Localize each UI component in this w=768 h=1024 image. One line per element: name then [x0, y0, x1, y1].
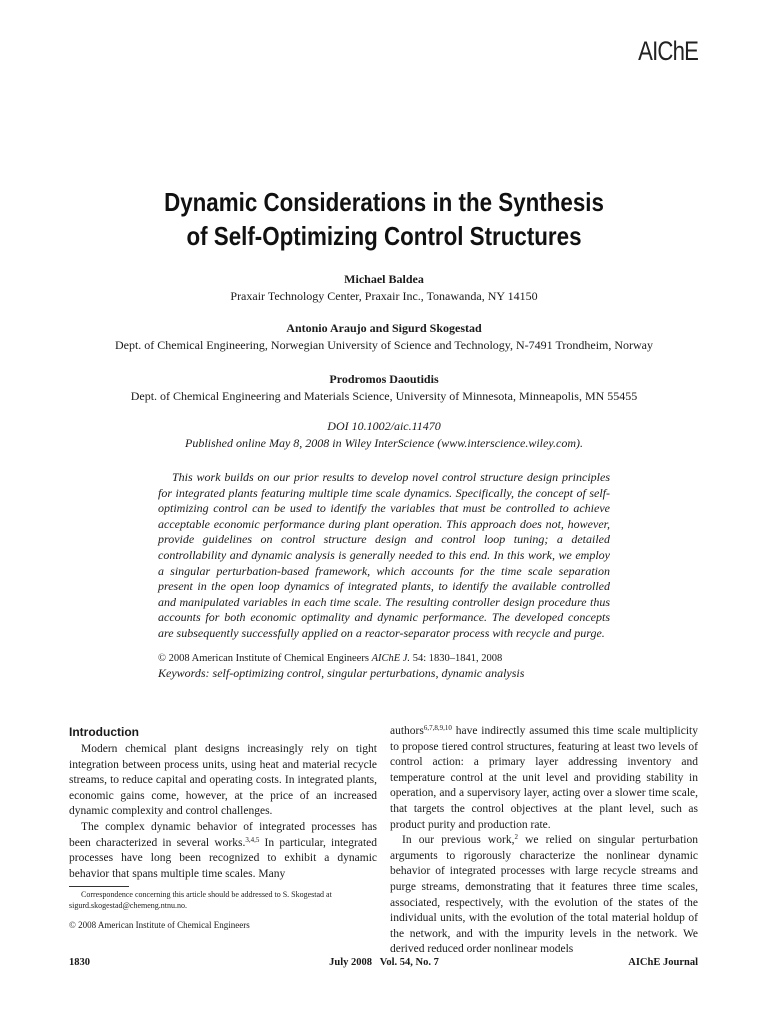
abstract-copyright	[158, 651, 610, 666]
citation: 3,4,5	[245, 835, 260, 844]
publication-info	[0, 418, 768, 452]
right-column	[390, 724, 698, 958]
abstract: This work builds on our prior results to develop novel control structure design principles for integrated plants featuring multiple time scale dynamics. Specifically, the concept of self-optimizing control can be used to identify the variables that must be controlled to achieve acceptable economic performance during plant operation. This approach does not, however, provide guidelines on control structure design and control loop tuning; a detailed controllability and dynamic analysis is generally needed to this end. In this work, we employ a singular perturbation-based framework, which accounts for the time scale separation present in the open loop dynamics of integrated plants, to identify the available controlled and manipulated variables in each time scale. The resulting controller design procedure thus accounts for both economic optimality and dynamic performance. The developed concepts are subsequently successfully applied on a reactor-separator process with recycle and purge.	[158, 470, 610, 640]
footnote-text: Correspondence concerning this article should be addressed to S. Skogestad at sigurd.skogestad@chemeng.ntnu.no.	[69, 890, 332, 910]
page-number: 1830	[69, 957, 90, 968]
journal-name: AIChE Journal	[628, 957, 698, 968]
author-block-1	[0, 271, 768, 305]
section-heading: Introduction	[69, 725, 139, 739]
paragraph	[390, 833, 698, 958]
author-block-2	[0, 320, 768, 354]
copyright-suffix: 54: 1830–1841, 2008	[410, 653, 503, 664]
column-copyright: © 2008 American Institute of Chemical Engineers	[69, 920, 250, 930]
paragraph-text: authors	[390, 725, 424, 737]
paragraph	[390, 724, 698, 833]
author-name: Prodromos Daoutidis	[329, 372, 439, 386]
journal-ref: AIChE J.	[371, 653, 411, 664]
paragraph-text: In particular, integrated processes have long been recognized to exhibit a dynamic behavior that spans multiple time scales. Many	[69, 836, 378, 880]
issue-info: July 2008 Vol. 54, No. 7	[329, 957, 439, 968]
author-block-3	[0, 371, 768, 405]
citation: 2	[514, 833, 518, 842]
author-affiliation: Dept. of Chemical Engineering and Materials Science, University of Minnesota, Minneapolis, MN 55455	[130, 389, 638, 403]
paragraph	[69, 820, 377, 882]
paper-title	[0, 185, 768, 253]
published-online: Published online May 8, 2008 in Wiley InterScience (www.interscience.wiley.com).	[184, 436, 583, 450]
paragraph-text: The complex dynamic behavior of integrated processes has been characterized in several works.	[69, 820, 377, 849]
footnote-rule	[69, 886, 129, 887]
paragraph-text: In our previous work,	[402, 834, 515, 847]
title-line-2: of Self-Optimizing Control Structures	[186, 221, 582, 251]
paragraph-text: have indirectly assumed this time scale multiplicity to propose tiered control structures, featuring at least two levels of control action: a primary layer addressing inventory and temperature control at the unit level and providing stability in operation, and a supervisory layer, acting over a slower time scale, that targets the control objectives at the plant level, such as product purity and production rate.	[390, 725, 698, 831]
copyright-prefix: © 2008 American Institute of Chemical Engineers	[158, 653, 372, 664]
author-affiliation: Dept. of Chemical Engineering, Norwegian University of Science and Technology, N-7491 Trondheim, Norway	[114, 338, 654, 352]
author-name: Michael Baldea	[344, 272, 424, 286]
citation: 6,7,8,9,10	[423, 724, 452, 732]
keywords: Keywords: self-optimizing control, singular perturbations, dynamic analysis	[158, 666, 525, 680]
author-name: Antonio Araujo and Sigurd Skogestad	[286, 321, 482, 335]
author-affiliation: Praxair Technology Center, Praxair Inc., Tonawanda, NY 14150	[230, 289, 538, 303]
paragraph-text: we relied on singular perturbation arguments to rigorously characterize the nonlinear dynamic behavior of integrated processes with large recycle streams and purge streams, demonstrating that it features three time scales, associated, respectively, with the evolution of the states of the individual units, with the evolution of the total material holdup of the network, and with the impurity levels in the network. We derived reduced order nonlinear models	[390, 834, 698, 956]
correspondence-footnote	[69, 886, 377, 911]
journal-logo: AIChE	[638, 36, 698, 66]
doi: DOI 10.1002/aic.11470	[327, 419, 441, 433]
left-column	[69, 724, 377, 882]
title-line-1: Dynamic Considerations in the Synthesis	[164, 187, 604, 217]
paragraph: Modern chemical plant designs increasingly rely on tight integration between process units, using heat and material recycle streams, to reduce capital and operating costs. In integrated plants, economic gains come, however, at the price of an increased dynamic complexity and control challenges.	[69, 743, 377, 818]
